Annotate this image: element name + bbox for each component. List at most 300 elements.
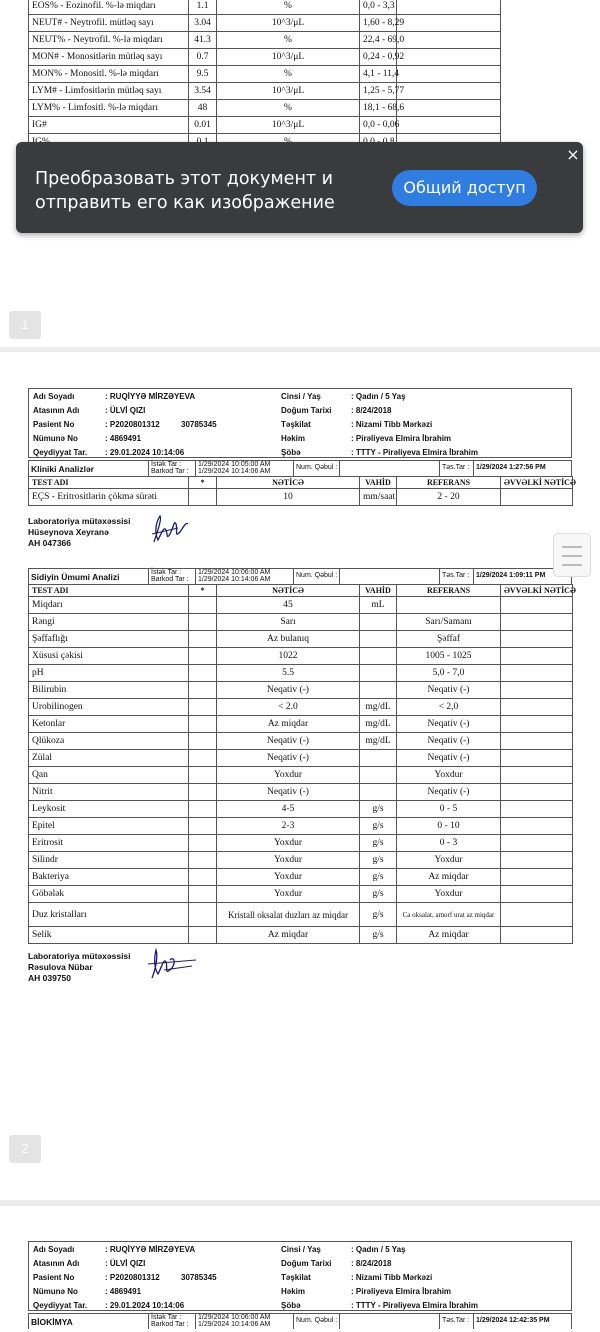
table-row	[29, 869, 573, 886]
birth-date: : 8/24/2018	[351, 1259, 392, 1268]
cell-flag	[189, 927, 217, 944]
section-header-clinical	[28, 460, 572, 476]
cell-unit: mg/dL	[360, 699, 397, 716]
signer-2-name: Rəsulova Nübar	[28, 962, 93, 972]
name-label: Adı Soyadı	[33, 392, 75, 401]
cell-flag	[189, 869, 217, 886]
table-row	[29, 66, 573, 83]
barkod-label: Barkod Tar :	[151, 575, 189, 583]
table-row	[29, 489, 573, 506]
table-row	[29, 716, 573, 733]
cell-flag	[189, 818, 217, 835]
cell-test-name: Eritrosit	[29, 835, 189, 852]
cell-test-name: Bakteriya	[29, 869, 189, 886]
cell-previous	[501, 631, 573, 648]
cell-flag	[189, 835, 217, 852]
cell-result: %	[217, 66, 360, 83]
col-star: *	[189, 477, 217, 489]
doctor: : Pirəliyeva Elmira İbrahim	[351, 1287, 452, 1296]
patient-header-3	[28, 1241, 572, 1311]
table-row	[29, 852, 573, 869]
cell-previous	[501, 835, 573, 852]
cell-unit	[360, 648, 397, 665]
cell-reference: 0 - 10	[397, 818, 501, 835]
cell-unit: mm/saat	[360, 489, 397, 506]
cell-unit: 0,0 - 0,06	[360, 117, 397, 134]
col-star: *	[189, 585, 217, 597]
cell-reference: Şəffaf	[397, 631, 501, 648]
cell-reference: Neqativ (-)	[397, 733, 501, 750]
istek-label: İstək Tar :	[151, 1314, 182, 1321]
doctor-label: Həkim	[281, 1287, 306, 1296]
cell-unit: 18,1 - 68,6	[360, 100, 397, 117]
cell-previous	[501, 733, 573, 750]
cell-result: Yoxdur	[217, 869, 360, 886]
cell-test-name: NEUT% - Neytrofil. %-lə miqdarı	[29, 32, 189, 49]
cell-previous	[501, 597, 573, 614]
cell-test-name: Şəffaflığı	[29, 631, 189, 648]
sex-age-label: Cinsi / Yaş	[281, 1245, 321, 1254]
father-label: Atasının Adı	[33, 1259, 80, 1268]
cell-unit: g/s	[360, 818, 397, 835]
cell-flag: 9.5	[189, 66, 217, 83]
doctor: : Pirəliyeva Elmira İbrahim	[351, 434, 452, 443]
cbc-table	[28, 0, 572, 151]
col-prev: ƏVVƏLKİ NƏTİCƏ	[501, 477, 573, 489]
istek-date: 1/29/2024 10:06:00 AM	[198, 1314, 271, 1321]
pdf-page-2	[0, 352, 600, 1200]
org-label: Təşkilat	[281, 420, 311, 429]
cell-result: Yoxdur	[217, 886, 360, 903]
patient-no-2: 30785345	[181, 1273, 217, 1282]
cell-reference: Yoxdur	[397, 852, 501, 869]
cell-reference	[397, 49, 501, 66]
cell-unit: g/s	[360, 886, 397, 903]
cell-flag	[189, 665, 217, 682]
signer-1	[28, 516, 131, 549]
cell-test-name: Zülal	[29, 750, 189, 767]
barkod-label: Barkod Tar :	[151, 1320, 189, 1328]
cell-test-name: MON# - Monositlərin mütləq sayı	[29, 49, 189, 66]
cell-result: 4-5	[217, 801, 360, 818]
cell-previous	[501, 801, 573, 818]
column-headers	[29, 477, 573, 489]
reg-date: : 29.01.2024 10:14:06	[105, 448, 185, 457]
cell-test-name: Silindr	[29, 852, 189, 869]
cell-result: 5.5	[217, 665, 360, 682]
dept-label: Şöbə	[281, 448, 301, 457]
cell-reference	[397, 83, 501, 100]
cell-test-name: IG#	[29, 117, 189, 134]
cell-result: 10^3/μL	[217, 15, 360, 32]
cell-flag: 3.04	[189, 15, 217, 32]
col-unit: VAHİD	[360, 585, 397, 597]
cell-unit: 1,25 - 5,77	[360, 83, 397, 100]
cell-flag: 1.1	[189, 0, 217, 15]
cell-unit: 1,60 - 8,29	[360, 15, 397, 32]
organization: : Nizami Tibb Mərkəzi	[351, 420, 433, 429]
tes-tar-label: Təs.Tar :	[440, 461, 474, 476]
signer-2	[28, 951, 131, 984]
department: : TTTY - Pirəliyeva Elmira İbrahim	[351, 1301, 479, 1310]
cell-flag	[189, 716, 217, 733]
cell-unit	[360, 614, 397, 631]
cell-previous	[501, 648, 573, 665]
cell-unit	[360, 750, 397, 767]
cell-flag	[189, 597, 217, 614]
toast-message: Преобразовать этот документ и отправить его как изображение	[35, 169, 335, 213]
birth-date: : 8/24/2018	[351, 406, 392, 415]
cell-flag	[189, 767, 217, 784]
close-icon[interactable]: ×	[566, 145, 580, 164]
patient-name: : RUQİYYƏ MİRZƏYEVA	[105, 392, 196, 401]
cell-unit: g/s	[360, 835, 397, 852]
cell-result: Sarı	[217, 614, 360, 631]
barkod-date: 1/29/2024 10:14:06 AM	[198, 467, 271, 475]
table-row	[29, 49, 573, 66]
cell-unit: mg/dL	[360, 716, 397, 733]
cell-test-name: Urobilinogen	[29, 699, 189, 716]
cell-unit: 0,0 - 3,3	[360, 0, 397, 15]
cell-flag: 48	[189, 100, 217, 117]
cell-test-name: EÇS - Eritrositlərin çökmə sürəti	[29, 489, 189, 506]
cell-result: %	[217, 0, 360, 15]
cell-previous	[501, 927, 573, 944]
cell-flag	[189, 750, 217, 767]
cell-reference	[397, 32, 501, 49]
num-qebul-label: Num. Qəbul :	[294, 1314, 340, 1329]
cell-unit: 0,24 - 0,92	[360, 49, 397, 66]
cell-previous	[501, 614, 573, 631]
col-ref: REFERANS	[397, 477, 501, 489]
father-label: Atasının Adı	[33, 406, 80, 415]
cell-reference: Yoxdur	[397, 767, 501, 784]
signer-2-title: Laboratoriya mütəxəssisi	[28, 951, 131, 961]
table-row	[29, 767, 573, 784]
cell-test-name: Nitrit	[29, 784, 189, 801]
cell-flag: 0.7	[189, 49, 217, 66]
organization: : Nizami Tibb Mərkəzi	[351, 1273, 433, 1282]
cell-reference: Neqativ (-)	[397, 716, 501, 733]
cell-result: Az miqdar	[217, 716, 360, 733]
cell-reference: Neqativ (-)	[397, 784, 501, 801]
cell-test-name: Miqdarı	[29, 597, 189, 614]
num-qebul-label: Num. Qəbul :	[294, 461, 340, 476]
cell-test-name: NEUT# - Neytrofil. mütləq sayı	[29, 15, 189, 32]
cell-result: Az miqdar	[217, 927, 360, 944]
cell-test-name: Qlükoza	[29, 733, 189, 750]
patient-father: : ÜLVİ QIZI	[105, 1259, 146, 1268]
cell-unit: g/s	[360, 801, 397, 818]
urine-section	[28, 568, 576, 944]
cell-flag	[189, 733, 217, 750]
section-title: Sidiyin Ümumi Analizi	[29, 569, 149, 584]
cell-test-name: Bilirubin	[29, 682, 189, 699]
table-row	[29, 117, 573, 134]
cell-reference	[397, 0, 501, 15]
cell-flag: 41.3	[189, 32, 217, 49]
signature-2	[144, 946, 198, 982]
cell-result: Az bulanıq	[217, 631, 360, 648]
tes-date: 1/29/2024 12:42:35 PM	[476, 1317, 550, 1324]
cell-test-name: Qan	[29, 767, 189, 784]
cell-test-name: pH	[29, 665, 189, 682]
col-ref: REFERANS	[397, 585, 501, 597]
cell-flag	[189, 699, 217, 716]
cell-result: 10	[217, 489, 360, 506]
sample-no-label: Nümunə No	[33, 434, 78, 443]
cell-flag	[189, 784, 217, 801]
cell-flag	[189, 801, 217, 818]
cell-flag	[189, 903, 217, 927]
col-unit: VAHİD	[360, 477, 397, 489]
table-row	[29, 835, 573, 852]
reg-date-label: Qeydiyyat Tar.	[33, 448, 88, 457]
table-row	[29, 648, 573, 665]
share-button[interactable]: Общий доступ	[392, 170, 537, 206]
table-row	[29, 100, 573, 117]
cell-unit	[360, 784, 397, 801]
cell-result: 2-3	[217, 818, 360, 835]
cell-unit	[360, 767, 397, 784]
department: : TTTY - Pirəliyeva Elmira İbrahim	[351, 448, 479, 457]
sample-no: : 4869491	[105, 434, 142, 443]
cell-flag	[189, 489, 217, 506]
table-row	[29, 631, 573, 648]
pdf-page-3	[0, 1206, 600, 1332]
cell-result: Neqativ (-)	[217, 750, 360, 767]
table-row	[29, 597, 573, 614]
cell-unit	[360, 631, 397, 648]
table-row	[29, 903, 573, 927]
col-test: TEST ADI	[29, 585, 189, 597]
cell-test-name: Rəngi	[29, 614, 189, 631]
cell-flag	[189, 631, 217, 648]
col-result: NƏTİCƏ	[217, 477, 360, 489]
table-row	[29, 801, 573, 818]
table-row	[29, 0, 573, 15]
cell-result: Yoxdur	[217, 767, 360, 784]
tes-date: 1/29/2024 1:09:11 PM	[476, 572, 546, 579]
sample-no-label: Nümunə No	[33, 1287, 78, 1296]
cell-previous	[501, 665, 573, 682]
cell-flag	[189, 852, 217, 869]
cell-result: 10^3/μL	[217, 83, 360, 100]
cell-test-name: Göbələk	[29, 886, 189, 903]
name-label: Adı Soyadı	[33, 1245, 75, 1254]
cell-test-name: Epitel	[29, 818, 189, 835]
cell-reference: Az miqdar	[397, 927, 501, 944]
istek-date: 1/29/2024 10:06:00 AM	[198, 569, 271, 576]
patient-father: : ÜLVİ QIZI	[105, 406, 146, 415]
cell-unit: 4,1 - 11,4	[360, 66, 397, 83]
cell-unit: g/s	[360, 903, 397, 927]
table-row	[29, 15, 573, 32]
patient-no-2: 30785345	[181, 420, 217, 429]
page-number-1[interactable]: 1	[9, 311, 41, 339]
cell-reference: < 2,0	[397, 699, 501, 716]
birth-label: Doğum Tarixi	[281, 406, 332, 415]
cell-result: 45	[217, 597, 360, 614]
cell-unit: g/s	[360, 852, 397, 869]
col-prev: ƏVVƏLKİ NƏTİCƏ	[501, 585, 573, 597]
cell-reference	[397, 66, 501, 83]
istek-label: İstək Tar :	[151, 461, 182, 468]
table-row	[29, 665, 573, 682]
patient-no-label: Pasient No	[33, 1273, 75, 1282]
cell-reference	[397, 15, 501, 32]
cell-previous	[501, 716, 573, 733]
cell-result: Yoxdur	[217, 835, 360, 852]
istek-label: İstək Tar :	[151, 569, 182, 576]
cell-reference: 5,0 - 7,0	[397, 665, 501, 682]
table-row	[29, 699, 573, 716]
cell-result: 1022	[217, 648, 360, 665]
cell-test-name: Leykosit	[29, 801, 189, 818]
signer-1-code: AH 047366	[28, 538, 72, 548]
cell-test-name: MON% - Monositl. %-lə miqdarı	[29, 66, 189, 83]
num-qebul-label: Num. Qəbul :	[294, 569, 340, 584]
share-toast	[16, 142, 583, 233]
cell-result: 10^3/μL	[217, 49, 360, 66]
patient-no: : P2020801312	[105, 420, 160, 429]
cell-result: %	[217, 100, 360, 117]
table-row	[29, 83, 573, 100]
cell-unit: mg/dL	[360, 733, 397, 750]
cell-reference: Ca oksalat, amorf urat az miqdar	[397, 903, 501, 927]
cell-test-name: Selik	[29, 927, 189, 944]
patient-name: : RUQİYYƏ MİRZƏYEVA	[105, 1245, 196, 1254]
cell-reference	[397, 597, 501, 614]
cell-result: Neqativ (-)	[217, 682, 360, 699]
cell-result: Neqativ (-)	[217, 784, 360, 801]
cell-flag	[189, 886, 217, 903]
cell-previous	[501, 903, 573, 927]
col-result: NƏTİCƏ	[217, 585, 360, 597]
patient-no-label: Pasient No	[33, 420, 75, 429]
cell-unit: g/s	[360, 927, 397, 944]
tes-tar-label: Təs.Tar :	[440, 1314, 474, 1329]
sex-age: : Qadın / 5 Yaş	[351, 392, 406, 401]
cell-flag	[189, 648, 217, 665]
cell-reference: Yoxdur	[397, 886, 501, 903]
sample-no: : 4869491	[105, 1287, 142, 1296]
signer-2-code: AH 039750	[28, 973, 72, 983]
clinical-section	[28, 460, 576, 506]
cell-test-name: Xüsusi çəkisi	[29, 648, 189, 665]
cell-flag	[189, 614, 217, 631]
cell-unit	[360, 682, 397, 699]
cell-previous	[501, 682, 573, 699]
table-row	[29, 750, 573, 767]
table-row	[29, 927, 573, 944]
cell-result: %	[217, 32, 360, 49]
cell-previous	[501, 852, 573, 869]
table-row	[29, 886, 573, 903]
cell-reference: Neqativ (-)	[397, 750, 501, 767]
table-row	[29, 614, 573, 631]
tes-tar-label: Təs.Tar :	[440, 569, 474, 584]
signer-1-title: Laboratoriya mütəxəssisi	[28, 516, 131, 526]
biochem-section	[28, 1313, 572, 1329]
page-number-2[interactable]: 2	[9, 1135, 41, 1163]
signature-1	[148, 512, 194, 548]
cell-previous	[501, 869, 573, 886]
table-row	[29, 682, 573, 699]
doctor-label: Həkim	[281, 434, 306, 443]
cell-unit: 22,4 - 69,0	[360, 32, 397, 49]
cell-reference: Sarı/Samanı	[397, 614, 501, 631]
barkod-date: 1/29/2024 10:14:06 AM	[198, 575, 271, 583]
cell-test-name: Duz kristalları	[29, 903, 189, 927]
cell-reference: 2 - 20	[397, 489, 501, 506]
menu-icon[interactable]	[553, 533, 591, 577]
cell-test-name: EOS% - Eozinofil. %-lə miqdarı	[29, 0, 189, 15]
cell-test-name: Ketonlar	[29, 716, 189, 733]
section-header-biochem	[28, 1313, 572, 1329]
cell-previous	[501, 784, 573, 801]
istek-date: 1/29/2024 10:05:00 AM	[198, 461, 271, 468]
cell-result: 10^3/μL	[217, 117, 360, 134]
cell-previous	[501, 750, 573, 767]
section-header-urine	[28, 568, 572, 584]
cell-previous	[501, 489, 573, 506]
signer-1-name: Hüseynova Xeyranə	[28, 527, 109, 537]
cell-reference: 1005 - 1025	[397, 648, 501, 665]
cell-reference: 0 - 5	[397, 801, 501, 818]
cell-result: Kristall oksalat duzları az miqdar	[217, 903, 360, 927]
patient-header	[28, 388, 572, 458]
barkod-date: 1/29/2024 10:14:06 AM	[198, 1320, 271, 1328]
tes-date: 1/29/2024 1:27:56 PM	[476, 464, 546, 471]
barkod-label: Barkod Tar :	[151, 467, 189, 475]
cell-result: Yoxdur	[217, 852, 360, 869]
dept-label: Şöbə	[281, 1301, 301, 1310]
cell-reference	[397, 100, 501, 117]
cell-flag: 0.01	[189, 117, 217, 134]
table-row	[29, 818, 573, 835]
birth-label: Doğum Tarixi	[281, 1259, 332, 1268]
section-title: Kliniki Analizlər	[29, 461, 149, 476]
cell-reference: 0 - 3	[397, 835, 501, 852]
column-headers	[29, 585, 573, 597]
sex-age: : Qadın / 5 Yaş	[351, 1245, 406, 1254]
cell-reference: Az miqdar	[397, 869, 501, 886]
org-label: Təşkilat	[281, 1273, 311, 1282]
cell-previous	[501, 818, 573, 835]
cell-result: Neqativ (-)	[217, 733, 360, 750]
cell-unit: g/s	[360, 869, 397, 886]
cell-flag: 3.54	[189, 83, 217, 100]
table-row	[29, 784, 573, 801]
cell-previous	[501, 699, 573, 716]
cell-previous	[501, 767, 573, 784]
cell-unit	[360, 665, 397, 682]
cell-flag	[189, 682, 217, 699]
cell-reference: Neqativ (-)	[397, 682, 501, 699]
section-title: BİOKİMYA	[29, 1314, 149, 1329]
table-row	[29, 733, 573, 750]
col-test: TEST ADI	[29, 477, 189, 489]
cell-test-name: LYM% - Limfositl. %-lə miqdarı	[29, 100, 189, 117]
cell-result: < 2.0	[217, 699, 360, 716]
cell-unit: mL	[360, 597, 397, 614]
cell-test-name: LYM# - Limfositlərin mütləq sayı	[29, 83, 189, 100]
cell-previous	[501, 886, 573, 903]
sex-age-label: Cinsi / Yaş	[281, 392, 321, 401]
reg-date-label: Qeydiyyat Tar.	[33, 1301, 88, 1310]
reg-date: : 29.01.2024 10:14:06	[105, 1301, 185, 1310]
